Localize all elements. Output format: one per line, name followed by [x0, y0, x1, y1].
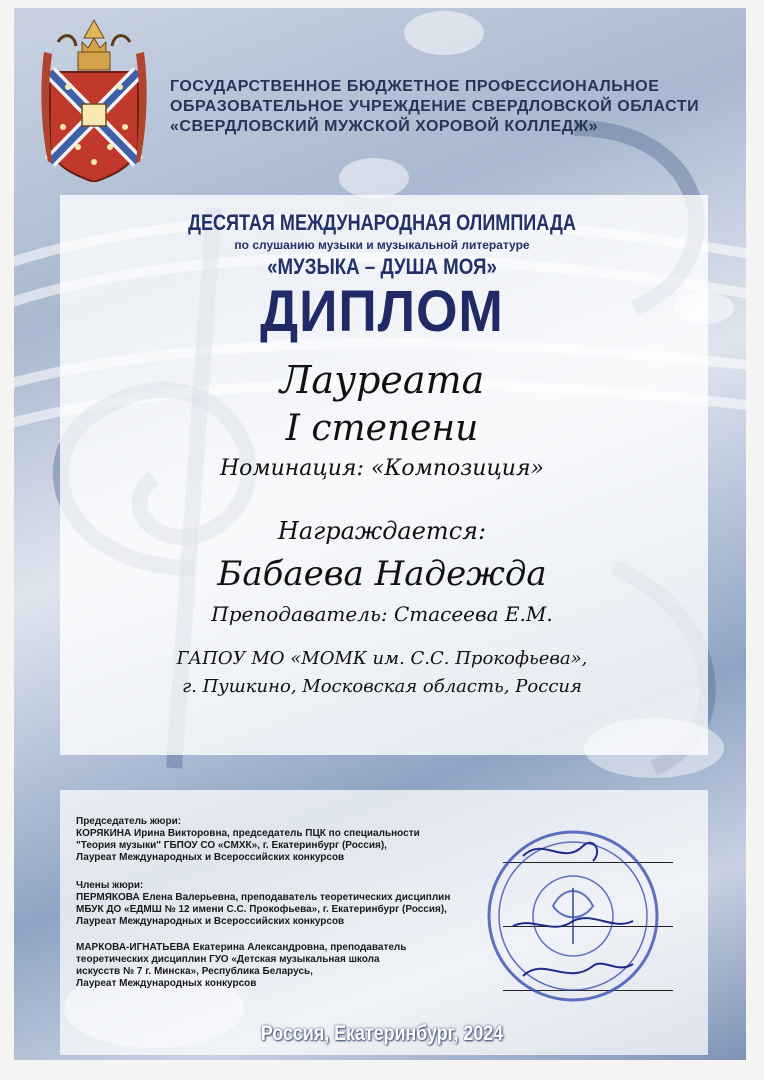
institution-line-1: ГОСУДАРСТВЕННОЕ БЮДЖЕТНОЕ ПРОФЕССИОНАЛЬНОЕ — [170, 78, 660, 95]
jury-chair-line-1: КОРЯКИНА Ирина Викторовна, председатель ПЦК по специальности — [76, 828, 420, 839]
school-line-1: ГАПОУ МО «МОМК им. С.С. Прокофьева», — [176, 648, 588, 669]
jury-member-2-line-4: Лауреат Международных конкурсов — [76, 978, 257, 989]
jury-member-2-line-3: искусств № 7 г. Минска», Республика Беларусь, — [76, 966, 313, 977]
awarded-label: Награждается: — [277, 517, 487, 545]
teacher-name: Преподаватель: Стасеева Е.М. — [211, 602, 553, 626]
nomination: Номинация: «Композиция» — [219, 456, 545, 481]
olympiad-subtitle: по слушанию музыки и музыкальной литературе — [234, 238, 530, 252]
olympiad-title: ДЕСЯТАЯ МЕЖДУНАРОДНАЯ ОЛИМПИАДА — [188, 210, 576, 235]
jury-member-1-line-2: МБУК ДО «ЕДМШ № 12 имени С.С. Прокофьева», г. Екатеринбург (Россия), — [76, 904, 447, 915]
official-stamp-icon — [483, 826, 663, 1006]
jury-member-1-line-3: Лауреат Международных и Всероссийских конкурсов — [76, 916, 345, 927]
jury-members-heading: Члены жюри: — [76, 880, 144, 891]
diploma-title: ДИПЛОМ — [260, 279, 504, 344]
coat-of-arms-icon — [38, 12, 150, 182]
institution-line-3: «СВЕРДЛОВСКИЙ МУЖСКОЙ ХОРОВОЙ КОЛЛЕДЖ» — [170, 118, 599, 135]
place-and-year: Россия, Екатеринбург, 2024 — [260, 1022, 504, 1045]
recipient-name: Бабаева Надежда — [217, 554, 547, 594]
jury-chair-line-2: "Теория музыки" ГБПОУ СО «СМХК», г. Екатеринбург (Россия), — [76, 840, 387, 851]
degree-label: I степени — [285, 408, 479, 449]
laureate-label: Лауреата — [279, 358, 485, 402]
school-line-2: г. Пушкино, Московская область, Россия — [182, 676, 582, 697]
jury-chair-heading: Председатель жюри: — [76, 816, 182, 827]
jury-member-2-line-1: МАРКОВА-ИГНАТЬЕВА Екатерина Александровна, преподаватель — [76, 942, 407, 953]
jury-chair-line-3: Лауреат Международных и Всероссийских конкурсов — [76, 852, 345, 863]
jury-member-2-line-2: теоретических дисциплин ГУО «Детская музыкальная школа — [76, 954, 380, 965]
jury-member-1-line-1: ПЕРМЯКОВА Елена Валерьевна, преподаватель теоретических дисциплин — [76, 892, 451, 903]
institution-line-2: ОБРАЗОВАТЕЛЬНОЕ УЧРЕЖДЕНИЕ СВЕРДЛОВСКОЙ ОБЛАСТИ — [170, 98, 700, 115]
olympiad-motto: «МУЗЫКА – ДУША МОЯ» — [267, 254, 497, 279]
